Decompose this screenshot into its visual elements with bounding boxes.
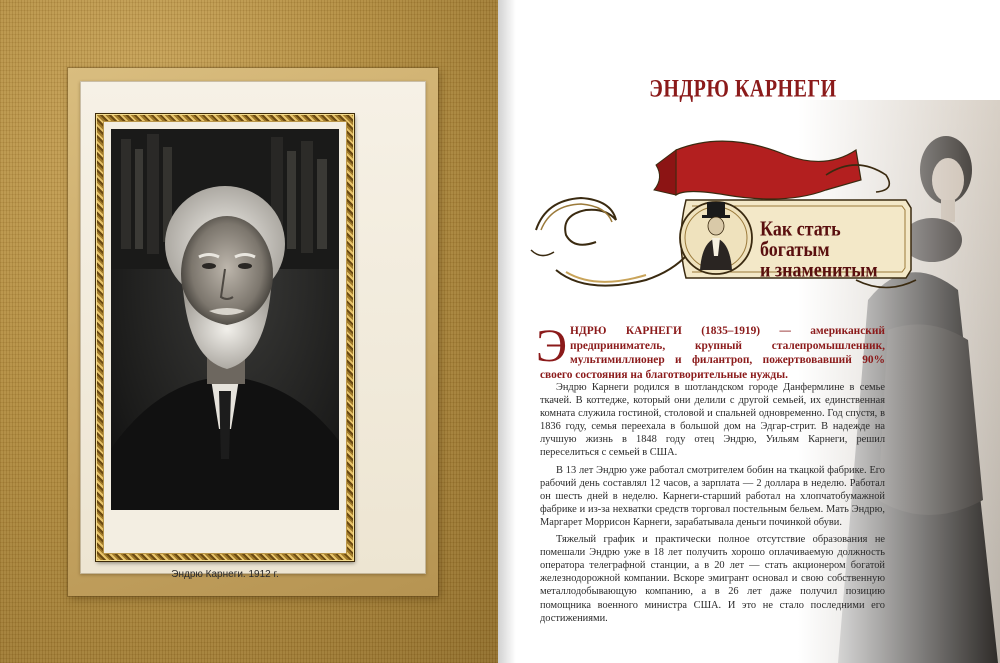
portrait-photo <box>111 129 339 510</box>
page-title: ЭНДРЮ КАРНЕГИ <box>649 75 837 103</box>
lead-text: НДРЮ КАРНЕГИ (1835–1919) — американский предприниматель, крупный сталепромышленник, мультимиллионер и филантроп, пожертвовавший 90% своего состояния на благотворительные нужды. <box>540 325 885 381</box>
photo-mount <box>103 121 347 580</box>
paragraph-2: В 13 лет Эндрю уже работал смотрителем бобин на ткацкой фабрике. Его рабочий день составлял 12 часов, а зарплата — 2 доллара в неделю. Работал он шесть дней в неделю. Карнеги-старший работал на хлопчатобумажной фабрике и из-за нехватки средств торговал постельным бельем. Мать Эндрю, Маргарет Моррисон Карнеги, зарабатывала деньги починкой обуви. <box>540 464 885 528</box>
photo-caption: Эндрю Карнеги. 1912 г. <box>171 569 279 580</box>
paragraph-1: Эндрю Карнеги родился в шотландском городе Данфермлине в семье ткачей. В коттедже, который они делили с другой семьей, их единственная комната служила гостиной, столовой и спальней одновременно. Год спустя, в 1836 году, семья переехала в большой дом на Эдгар-стрит. В надежде на лучшую жизнь в 1848 году отец Эндрю, Уильям Карнеги, решил переселиться с семьей в США. <box>540 382 885 459</box>
lead-paragraph <box>536 320 885 382</box>
left-page <box>0 0 498 663</box>
body-text <box>540 381 885 629</box>
gilt-frame <box>96 114 354 580</box>
banner-text <box>760 218 910 280</box>
drop-cap: Э <box>536 320 568 372</box>
paragraph-3: Тяжелый график и практически полное отсутствие образования не помешали Эндрю уже в 18 лет получить хорошо оплачиваемую должность оператора телеграфной станции, а в 20 лет — стать акционером богатой железнодорожной компании. Вскоре эмигрант основал и свою собственную металлодобывающую компанию, а в 26 лет даже получил позицию помощника военного министра США. И это не стало последними его достижениями. <box>540 534 885 624</box>
banner-line-2: и знаменитым <box>760 258 878 282</box>
carnegie-portrait <box>111 129 339 510</box>
banner-line-1: Как стать богатым <box>760 216 841 261</box>
